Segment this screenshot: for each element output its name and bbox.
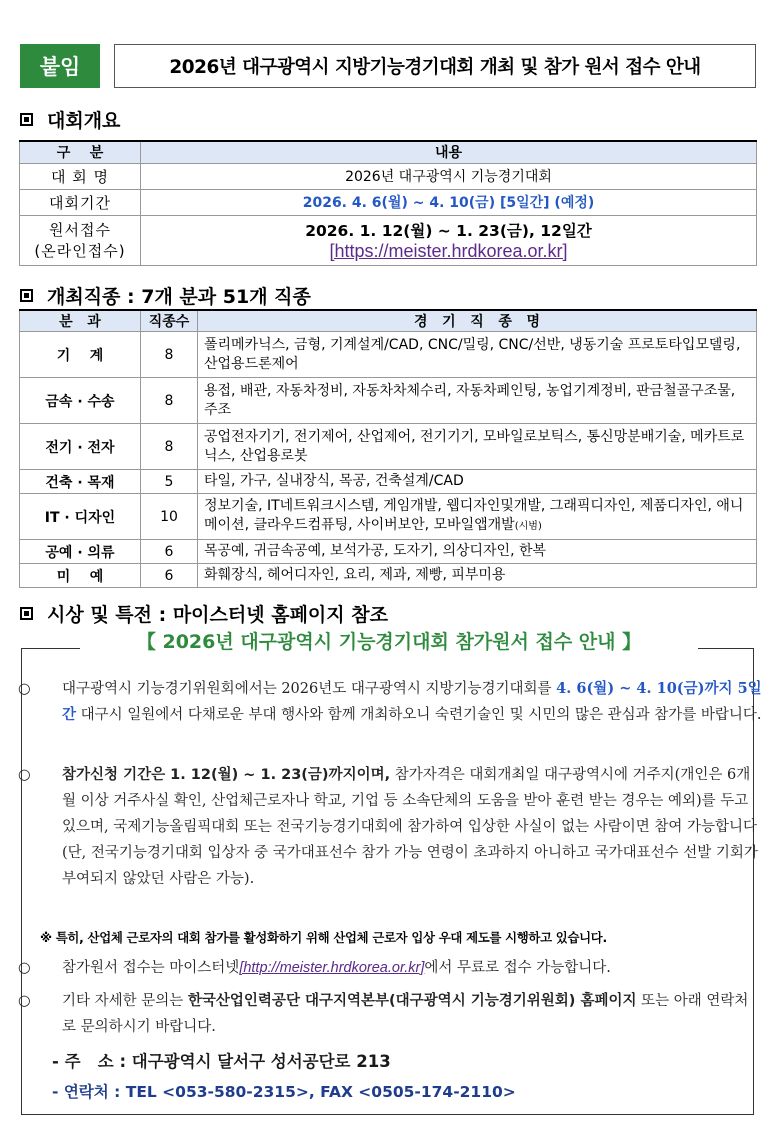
square-bullet-icon <box>20 289 33 302</box>
job-category: 금속 · 수송 <box>20 378 141 424</box>
job-category: 미 예 <box>20 564 141 588</box>
job-names: 타일, 가구, 실내장식, 목공, 건축설계/CAD <box>198 470 757 494</box>
table-row <box>20 163 757 189</box>
p5-text-b: 또는 아래 연락처로 문의하시기 바랍니다. <box>62 993 749 1035</box>
overview-value-period: 2026. 4. 6(월) ~ 4. 10(금) [5일간] (예정) <box>141 189 757 215</box>
overview-value <box>141 215 757 265</box>
notice-paragraph-4 <box>18 955 762 981</box>
contact-phone: - 연락처 : TEL <053-580-2315>, FAX <0505-174-2110> <box>52 1083 516 1101</box>
p5-org: 한국산업인력공단 대구지역본부(대구광역시 기능경기위원회) 홈페이지 <box>187 993 637 1009</box>
circle-bullet-icon: ○ <box>18 993 31 1009</box>
table-row <box>20 470 757 494</box>
overview-key-line2: (온라인접수) <box>34 242 126 260</box>
notice-paragraph-5 <box>18 988 762 1040</box>
job-names: 공업전자기기, 전기제어, 산업제어, 전기기기, 모바일로보틱스, 통신망분배기술, 메카트로닉스, 산업용로봇 <box>198 424 757 470</box>
overview-head-value: 내용 <box>141 141 757 163</box>
overview-key-line1: 원서접수 <box>49 221 111 239</box>
meister-link-notice[interactable]: [http://meister.hrdkorea.or.kr] <box>239 960 425 976</box>
pilot-note: (시범) <box>514 521 542 532</box>
job-category: IT · 디자인 <box>20 494 141 540</box>
notice-paragraph-2 <box>18 762 762 892</box>
job-count: 5 <box>141 470 198 494</box>
job-count: 8 <box>141 332 198 378</box>
square-bullet-icon <box>20 113 33 126</box>
table-row <box>20 494 757 540</box>
section-awards <box>20 600 388 627</box>
overview-key: 대회기간 <box>20 189 141 215</box>
table-row <box>20 189 757 215</box>
table-row <box>20 424 757 470</box>
job-count: 6 <box>141 564 198 588</box>
application-period: 2026. 1. 12(월) ~ 1. 23(금), 12일간 <box>305 221 592 240</box>
overview-key <box>20 215 141 265</box>
circle-bullet-icon: ○ <box>18 681 31 697</box>
section-jobs <box>20 282 311 309</box>
section-overview <box>20 106 120 133</box>
job-count: 8 <box>141 378 198 424</box>
p2-text: 참가자격은 대회개최일 대구광역시에 거주지(개인은 6개월 이상 거주사실 확인, 산업체근로자나 학교, 기업 등 소속단체의 도움을 받아 훈련 받는 경우는 예외)를 두고 있으며, 국제기능올림픽대회 또는 전국기능경기대회에 참가하여 입상한 사실이 없는 사람이면 참여 가능합니다(단, 전국기능경기대회 입상자 중 국가대표선수 참가 가능 연령이 초과하지 아니하고 국가대표선수 선발 기회가 부여되지 않았던 사람은 가능). <box>62 767 758 887</box>
jobs-head-category: 분 과 <box>20 310 141 332</box>
job-names-text: 정보기술, IT네트워크시스템, 게임개발, 웹디자인및개발, 그래픽디자인, 제품디자인, 애니메이션, 클라우드컴퓨팅, 사이버보안, 모바일앱개발 <box>204 498 744 533</box>
table-row <box>20 332 757 378</box>
table-row <box>20 564 757 588</box>
job-count: 6 <box>141 540 198 564</box>
contact-address: - 주 소 : 대구광역시 달서구 성서공단로 213 <box>52 1052 391 1071</box>
notice-note: ※ 특히, 산업체 근로자의 대회 참가를 활성화하기 위해 산업체 근로자 입상 우대 제도를 시행하고 있습니다. <box>40 930 607 945</box>
p1-text-a: 대구광역시 기능경기위원회에서는 2026년도 대구광역시 지방기능경기대회를 <box>62 681 552 697</box>
job-category: 기 계 <box>20 332 141 378</box>
job-category: 공예 · 의류 <box>20 540 141 564</box>
table-row <box>20 378 757 424</box>
overview-head-key: 구 분 <box>20 141 141 163</box>
job-count: 10 <box>141 494 198 540</box>
section-jobs-title: 개최직종 : 7개 분과 51개 직종 <box>47 286 311 308</box>
job-category: 건축 · 목재 <box>20 470 141 494</box>
job-names <box>198 494 757 540</box>
attachment-badge: 붙임 <box>20 44 100 88</box>
p4-text-a: 참가원서 접수는 마이스터넷 <box>62 960 240 976</box>
p5-text-a: 기타 자세한 문의는 <box>62 993 184 1009</box>
job-count: 8 <box>141 424 198 470</box>
circle-bullet-icon: ○ <box>18 960 31 976</box>
section-overview-title: 대회개요 <box>47 110 121 132</box>
job-category: 전기 · 전자 <box>20 424 141 470</box>
jobs-table <box>19 309 757 588</box>
p4-text-b: 에서 무료로 접수 가능합니다. <box>424 960 611 976</box>
p2-period: 참가신청 기간은 1. 12(월) ~ 1. 23(금)까지이며, <box>62 767 391 783</box>
p1-date: 4. 6(월) ~ 4. 10(금)까지 5일간 <box>62 680 762 723</box>
job-names: 화훼장식, 헤어디자인, 요리, 제과, 제빵, 피부미용 <box>198 564 757 588</box>
overview-key: 대 회 명 <box>20 163 141 189</box>
job-names: 목공예, 귀금속공예, 보석가공, 도자기, 의상디자인, 한복 <box>198 540 757 564</box>
section-awards-title: 시상 및 특전 : 마이스터넷 홈페이지 참조 <box>47 604 388 626</box>
page-title: 2026년 대구광역시 지방기능경기대회 개최 및 참가 원서 접수 안내 <box>114 44 756 88</box>
table-row <box>20 215 757 265</box>
job-names: 용접, 배관, 자동차정비, 자동차차체수리, 자동차페인팅, 농업기계정비, 판금철골구조물, 주조 <box>198 378 757 424</box>
notice-paragraph-1 <box>18 676 762 728</box>
jobs-head-names: 경 기 직 종 명 <box>198 310 757 332</box>
notice-title: 【 2026년 대구광역시 기능경기대회 참가원서 접수 안내 】 <box>80 627 698 654</box>
p1-text-b: 대구시 일원에서 다채로운 부대 행사와 함께 개최하오니 숙련기술인 및 시민의 많은 관심과 참가를 바랍니다. <box>80 707 762 723</box>
meister-link[interactable]: [https://meister.hrdkorea.or.kr] <box>329 240 568 261</box>
table-row <box>20 540 757 564</box>
circle-bullet-icon: ○ <box>18 767 31 783</box>
jobs-head-count: 직종수 <box>141 310 198 332</box>
overview-table <box>19 140 757 266</box>
overview-value: 2026년 대구광역시 기능경기대회 <box>141 163 757 189</box>
square-bullet-icon <box>20 607 33 620</box>
job-names: 폴리메카닉스, 금형, 기계설계/CAD, CNC/밀링, CNC/선반, 냉동기술 프로토타입모델링, 산업용드론제어 <box>198 332 757 378</box>
